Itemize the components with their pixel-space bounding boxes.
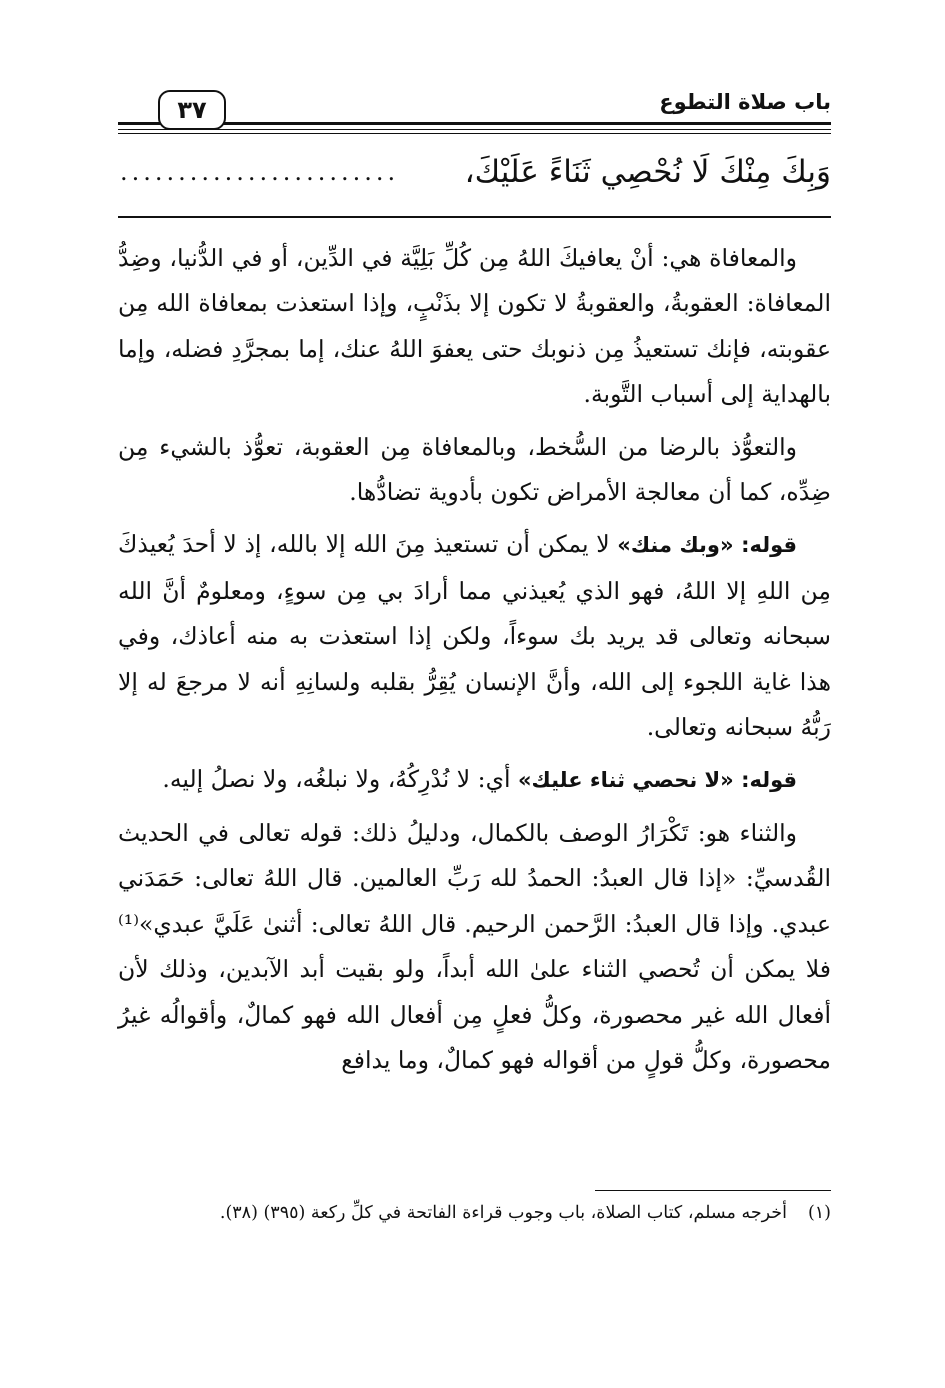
page-header — [118, 88, 831, 146]
paragraph-text: والتعوُّذ بالرضا من السُّخط، وبالمعافاة مِن العقوبة، تعوُّذ بالشيء مِن ضِدِّه، كما أن معالجة الأمراض تكون بأدوية تضادُّها. — [118, 432, 831, 507]
footnote-text: أخرجه مسلم، كتاب الصلاة، باب وجوب قراءة الفاتحة في كلِّ ركعة (٣٩٥) (٣٨). — [219, 1203, 787, 1223]
running-title: باب صلاة التطوع — [659, 90, 831, 114]
page-number: ٣٧ — [158, 90, 226, 130]
paragraph-text: والثناء هو: تَكْرَارُ الوصف بالكمال، ودليلُ ذلك: قوله تعالى في الحديث القُدسيِّ: «إذا قال العبدُ: الحمدُ لله رَبِّ العالمين. قال اللهُ تعالى: حَمَدَني عبدي. وإذا قال العبدُ: الرَّحمن الرحيم. قال اللهُ تعالى: أثنىٰ عَلَيَّ عبدي»⁽¹⁾ فلا يمكن أن تُحصي الثناء علىٰ الله أبداً، ولو بقيت أبد الآبدين، وذلك لأن أفعال الله غير محصورة، وكلُّ فعلٍ مِن أفعال الله فهو كمالٌ، وأقوالُه غيرُ محصورة، وكلُّ قولٍ من أقواله فهو كمالٌ، وما يدافع — [118, 818, 831, 1074]
paragraph — [118, 757, 831, 803]
footnote — [118, 1196, 831, 1230]
paragraph-text: لا يمكن أن تستعيذ مِنَ الله إلا بالله، إذ لا أحدَ يُعيذكَ مِن اللهِ إلا اللهُ، فهو الذي يُعيذني مما أرادَ بي مِن سوءٍ، ومعلومٌ أنَّ الله سبحانه وتعالى قد يريد بك سوءاً، ولكن إذا استعذت به منه أعاذك، وفي هذا غاية اللجوء إلى الله، وأنَّ الإنسان يُقِرُّ بقلبه ولسانِهِ أنه لا مرجعَ له إلا رَبُّهُ سبحانه وتعالى. — [118, 530, 831, 742]
paragraph-text: أي: لا نُدْرِكُهُ، ولا نبلغُه، ولا نصلُ إليه. — [162, 765, 518, 794]
paragraph-lead: قوله: «وبك منك» — [617, 533, 797, 558]
commentary-body — [118, 236, 831, 1090]
footnote-rule — [595, 1190, 831, 1191]
hadith-dots: ........................ — [120, 158, 400, 186]
paragraph — [118, 811, 831, 1083]
book-page — [118, 78, 831, 1318]
header-rule-thin-2 — [118, 133, 831, 134]
paragraph — [118, 236, 831, 418]
section-rule — [118, 216, 831, 218]
paragraph — [118, 425, 831, 516]
paragraph-text: والمعافاة هي: أنْ يعافيكَ اللهُ مِن كُلِّ بَلِيَّة في الدِّين، أو في الدُّنيا، وضِدُّ المعافاة: العقوبةُ، والعقوبةُ لا تكون إلا بذَنْبٍ، وإذا استعذت بمعافاة الله مِن عقوبته، فإنك تستعيذُ مِن ذنوبك حتى يعفوَ اللهُ عنك، إما بمجرَّدِ فضله، وإما بالهداية إلى أسباب التَّوبة. — [118, 244, 831, 409]
hadith-line — [118, 152, 831, 208]
header-rule-thin — [118, 129, 831, 130]
paragraph — [118, 522, 831, 750]
footnote-marker: (١) — [807, 1203, 831, 1223]
hadith-text: وَبِكَ مِنْكَ لَا نُحْصِي ثَنَاءً عَلَيْكَ، — [464, 154, 831, 190]
paragraph-lead: قوله: «لا نحصي ثناء عليك» — [517, 768, 797, 793]
